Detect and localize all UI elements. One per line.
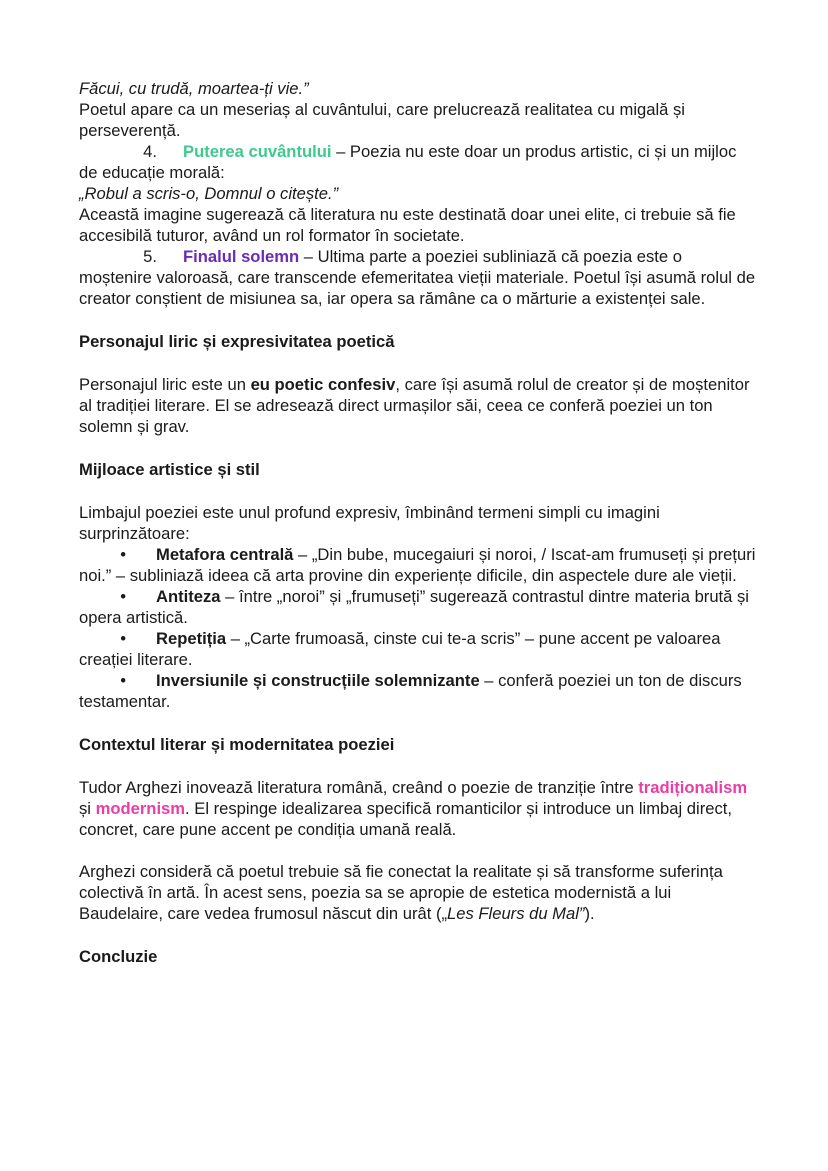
bullet-icon: • bbox=[120, 629, 126, 648]
item-title: Finalul solemn bbox=[183, 247, 300, 266]
paragraph-poet-craftsman: Poetul apare ca un meseriaș al cuvântului, care prelucrează realitatea cu migală și perseverență. bbox=[79, 100, 685, 140]
document-page bbox=[79, 78, 759, 967]
paragraph-language: Limbajul poeziei este unul profund expresiv, îmbinând termeni simpli cu imagini surprinzătoare: bbox=[79, 503, 660, 543]
paragraph-literature: Această imagine sugerează că literatura nu este destinată doar unei elite, ci trebuie să fie accesibilă tuturor, având un rol formator în societate. bbox=[79, 205, 736, 245]
list-item-5 bbox=[79, 246, 759, 309]
quote-line: Făcui, cu trudă, moartea-ți vie.” bbox=[79, 79, 309, 98]
section-heading: Contextul literar și modernitatea poeziei bbox=[79, 735, 395, 754]
quote-line: „Robul a scris-o, Domnul o citește.” bbox=[79, 184, 339, 203]
bullet-icon: • bbox=[120, 671, 126, 690]
item-text: – Poezia nu este doar un produs artistic, ci și un mijloc de educație morală: bbox=[79, 142, 737, 182]
paragraph-lyrical-persona: Personajul liric este un eu poetic confesiv, care își asumă rolul de creator și de moștenitor al tradiției literare. El se adresează direct urmașilor săi, ceea ce conferă poeziei un ton solemn și grav. bbox=[79, 375, 750, 436]
paragraph-arghezi-innovation: Tudor Arghezi inovează literatura română, creând o poezie de tranziție între tradiționalism și modernism. El respinge idealizarea specifică romanticilor și introduce un limbaj direct, concret, care pune accent pe condiția umană reală. bbox=[79, 778, 748, 839]
paragraph-baudelaire: Arghezi consideră că poetul trebuie să fie conectat la realitate și să transforme suferința colectivă în artă. În acest sens, poezia sa se apropie de estetica modernistă a lui Baudelaire, care vedea frumosul născut din urât („Les Fleurs du Mal”). bbox=[79, 862, 723, 923]
bullet-item: • Antiteza – între „noroi” și „frumuseți” sugerează contrastul dintre materia brută și opera artistică. bbox=[79, 587, 749, 627]
bullet-item: • Inversiunile și construcțiile solemnizante – conferă poeziei un ton de discurs testamentar. bbox=[79, 671, 742, 711]
section-heading: Mijloace artistice și stil bbox=[79, 460, 260, 479]
list-number: 4. bbox=[143, 142, 157, 161]
section-heading: Personajul liric și expresivitatea poetică bbox=[79, 332, 395, 351]
bullet-item: • Repetiția – „Carte frumoasă, cinste cui te-a scris” – pune accent pe valoarea creației literare. bbox=[79, 629, 721, 669]
item-text: – Ultima parte a poeziei subliniază că poezia este o moștenire valoroasă, care transcende efemeritatea vieții materiale. Poetul își asumă rolul de creator conștient de misiunea sa, iar opera sa rămâne ca o mărturie a existenței sale. bbox=[79, 247, 756, 308]
list-item-4 bbox=[79, 141, 759, 183]
item-title: Puterea cuvântului bbox=[183, 142, 332, 161]
bullet-icon: • bbox=[120, 545, 126, 564]
section-heading: Concluzie bbox=[79, 947, 158, 966]
bullet-item: • Metafora centrală – „Din bube, mucegaiuri și noroi, / Iscat-am frumuseți și prețuri noi.” – subliniază ideea că arta provine din experiențe dificile, din aspectele dure ale vieții. bbox=[79, 545, 756, 585]
bullet-icon: • bbox=[120, 587, 126, 606]
list-number: 5. bbox=[143, 247, 157, 266]
